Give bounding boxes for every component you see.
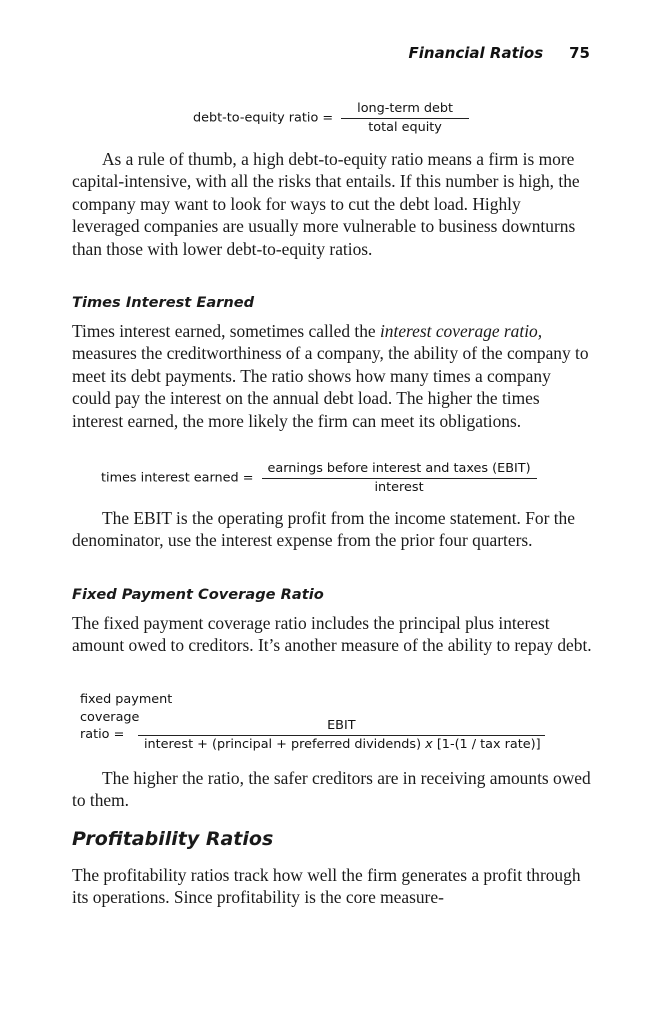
tie-para-term: interest coverage ratio,	[379, 321, 543, 341]
formula-numerator: long-term debt	[341, 101, 469, 119]
formula-denominator: interest	[374, 480, 424, 495]
formula-label-line1: fixed payment	[80, 692, 173, 707]
page-number: 75	[569, 44, 590, 62]
formula-denominator-post: [1-(1 / tax rate)]	[432, 737, 541, 752]
formula-fraction	[262, 461, 537, 495]
formula-times-interest-earned	[101, 461, 537, 495]
heading-fixed-payment-coverage: Fixed Payment Coverage Ratio	[72, 586, 324, 603]
paragraph-ebit-explanation: The EBIT is the operating profit from the income statement. For the denominator, use the interest expense from the prior four quarters.	[72, 508, 575, 551]
formula-numerator: earnings before interest and taxes (EBIT)	[262, 461, 537, 479]
heading-profitability-ratios: Profitability Ratios	[72, 828, 274, 850]
formula-denominator: total equity	[368, 120, 442, 135]
formula-fraction	[138, 718, 545, 752]
paragraph-times-interest-earned	[72, 320, 592, 432]
formula-label: debt-to-equity ratio =	[193, 110, 334, 126]
formula-denominator	[138, 736, 545, 752]
heading-times-interest-earned: Times Interest Earned	[72, 294, 255, 311]
paragraph-fixed-payment-coverage: The fixed payment coverage ratio includes the principal plus interest amount owed to creditors. It’s another measure of the ability to repay debt.	[72, 613, 592, 656]
formula-debt-to-equity	[193, 101, 469, 135]
paragraph-debt-to-equity: As a rule of thumb, a high debt-to-equity ratio means a firm is more capital-intensive, with all the risks that entails. If this number is high, the company may want to look for ways to cut the debt load. Highly leveraged companies are usually more vulnerable to business downturns than those with lower debt-to-equity ratios.	[72, 149, 580, 259]
formula-denominator-x: x	[425, 737, 433, 752]
tie-para-rest: measures the creditworthiness of a company, the ability of the company to meet its debt payments. The ratio shows how many times a company could pay the interest on the annual debt load. The higher the times interest earned, the more likely the firm can meet its obligations.	[72, 343, 589, 431]
running-header	[409, 44, 590, 62]
formula-denominator-pre: interest + (principal + preferred dividends)	[144, 737, 426, 752]
formula-label-line3: ratio =	[80, 727, 125, 742]
paragraph-higher-ratio: The higher the ratio, the safer creditors are in receiving amounts owed to them.	[72, 768, 591, 811]
formula-fraction	[341, 101, 469, 135]
running-title: Financial Ratios	[408, 44, 544, 62]
paragraph-profitability: The profitability ratios track how well the firm generates a profit through its operations. Since profitability is the core measure-	[72, 865, 581, 908]
formula-fixed-payment-coverage	[80, 691, 592, 761]
tie-para-lead: Times interest earned, sometimes called the	[72, 321, 380, 341]
formula-label-line2: coverage	[80, 709, 140, 725]
formula-label: times interest earned =	[101, 470, 254, 486]
formula-numerator: EBIT	[138, 718, 545, 736]
